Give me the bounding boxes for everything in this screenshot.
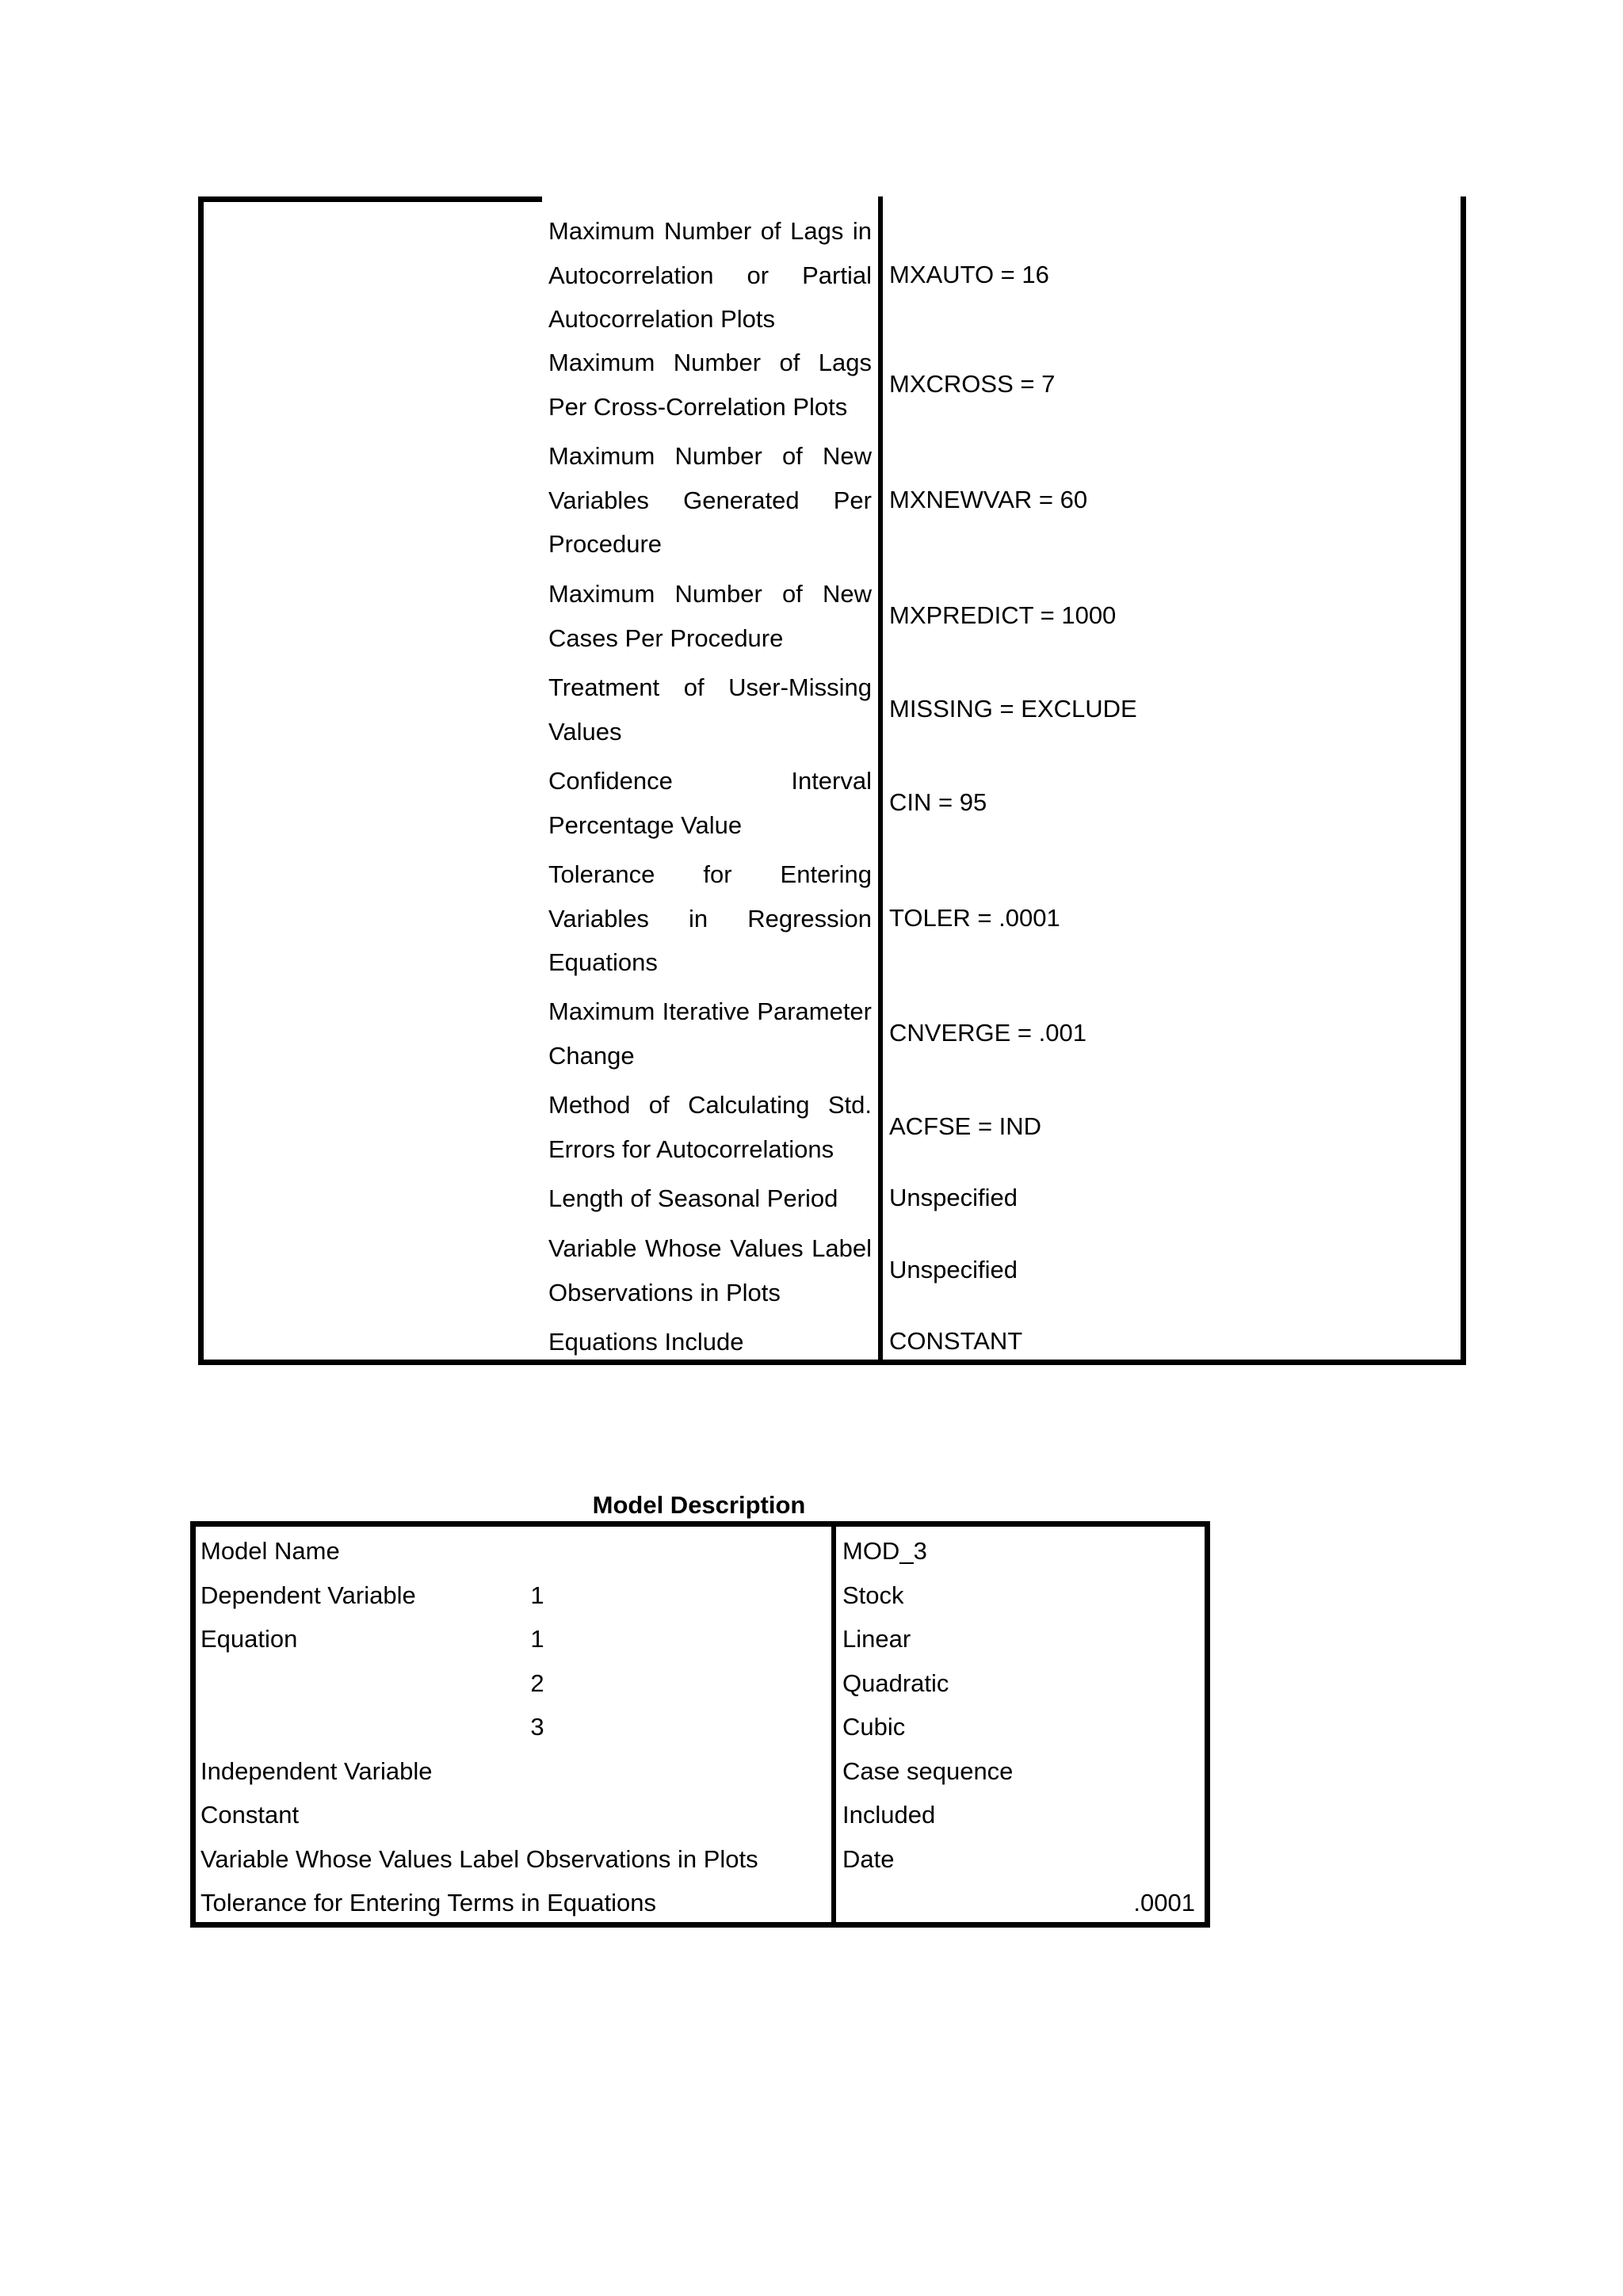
dependent-variable-index: 1 bbox=[530, 1581, 544, 1609]
settings-label: Tolerance for Entering Variables in Regression Equations bbox=[548, 860, 872, 976]
equation-index: 2 bbox=[530, 1669, 544, 1697]
settings-label: Treatment of User-Missing Values bbox=[548, 673, 872, 746]
constant-label: Constant bbox=[200, 1801, 300, 1829]
settings-label: Maximum Number of New Cases Per Procedure bbox=[548, 580, 872, 652]
equation-value: Quadratic bbox=[842, 1669, 949, 1697]
settings-label: Method of Calculating Std. Errors for Autocorrelations bbox=[548, 1091, 872, 1163]
table-column-divider bbox=[831, 1521, 836, 1928]
tolerance-value: .0001 bbox=[1133, 1889, 1195, 1917]
settings-label: Maximum Number of New Variables Generated Per Procedure bbox=[548, 442, 872, 558]
constant-value: Included bbox=[842, 1801, 936, 1829]
settings-table bbox=[198, 196, 1466, 1365]
model-description-title: Model Description bbox=[592, 1491, 806, 1519]
settings-value: Unspecified bbox=[889, 1256, 1018, 1283]
settings-value: Unspecified bbox=[889, 1184, 1018, 1211]
table-border-bottom bbox=[190, 1922, 1210, 1928]
table-border-left bbox=[198, 196, 204, 1365]
settings-value: ACFSE = IND bbox=[889, 1112, 1042, 1140]
tolerance-label: Tolerance for Entering Terms in Equations bbox=[200, 1889, 656, 1917]
settings-label: Equations Include bbox=[548, 1328, 744, 1356]
settings-value: MXAUTO = 16 bbox=[889, 261, 1049, 288]
model-name-label: Model Name bbox=[200, 1537, 340, 1565]
equation-index: 1 bbox=[530, 1625, 544, 1653]
table-border-top bbox=[198, 196, 542, 202]
plot-label-variable-value: Date bbox=[842, 1845, 895, 1873]
equation-value: Linear bbox=[842, 1625, 911, 1653]
settings-label: Length of Seasonal Period bbox=[548, 1184, 838, 1212]
dependent-variable-label: Dependent Variable bbox=[200, 1581, 416, 1609]
settings-label: Confidence Interval Percentage Value bbox=[548, 767, 872, 839]
settings-value: TOLER = .0001 bbox=[889, 904, 1060, 932]
settings-value: MXPREDICT = 1000 bbox=[889, 601, 1117, 629]
settings-value: CIN = 95 bbox=[889, 788, 987, 816]
equation-value: Cubic bbox=[842, 1713, 906, 1741]
settings-value: MXNEWVAR = 60 bbox=[889, 486, 1088, 513]
equation-index: 3 bbox=[530, 1713, 544, 1741]
settings-value: MISSING = EXCLUDE bbox=[889, 695, 1137, 723]
settings-value: CONSTANT bbox=[889, 1327, 1023, 1355]
table-border-top bbox=[190, 1521, 1210, 1527]
independent-variable-label: Independent Variable bbox=[200, 1757, 433, 1785]
settings-label: Maximum Number of Lags in Autocorrelation or Partial Autocorrelation Plots bbox=[548, 217, 872, 333]
independent-variable-value: Case sequence bbox=[842, 1757, 1014, 1785]
model-name-value: MOD_3 bbox=[842, 1537, 927, 1565]
settings-label: Maximum Iterative Parameter Change bbox=[548, 997, 872, 1070]
table-column-divider bbox=[878, 196, 883, 1365]
settings-value: MXCROSS = 7 bbox=[889, 370, 1056, 398]
settings-label: Variable Whose Values Label Observations in Plots bbox=[548, 1234, 872, 1306]
model-description-table bbox=[190, 1521, 1210, 1928]
settings-label: Maximum Number of Lags Per Cross-Correlation Plots bbox=[548, 349, 872, 421]
table-border-right bbox=[1205, 1521, 1210, 1928]
plot-label-variable-label: Variable Whose Values Label Observations in Plots bbox=[200, 1845, 758, 1873]
equation-label: Equation bbox=[200, 1625, 298, 1653]
settings-value: CNVERGE = .001 bbox=[889, 1019, 1086, 1047]
table-border-right bbox=[1461, 196, 1466, 1365]
table-border-left bbox=[190, 1521, 196, 1928]
dependent-variable-value: Stock bbox=[842, 1581, 904, 1609]
